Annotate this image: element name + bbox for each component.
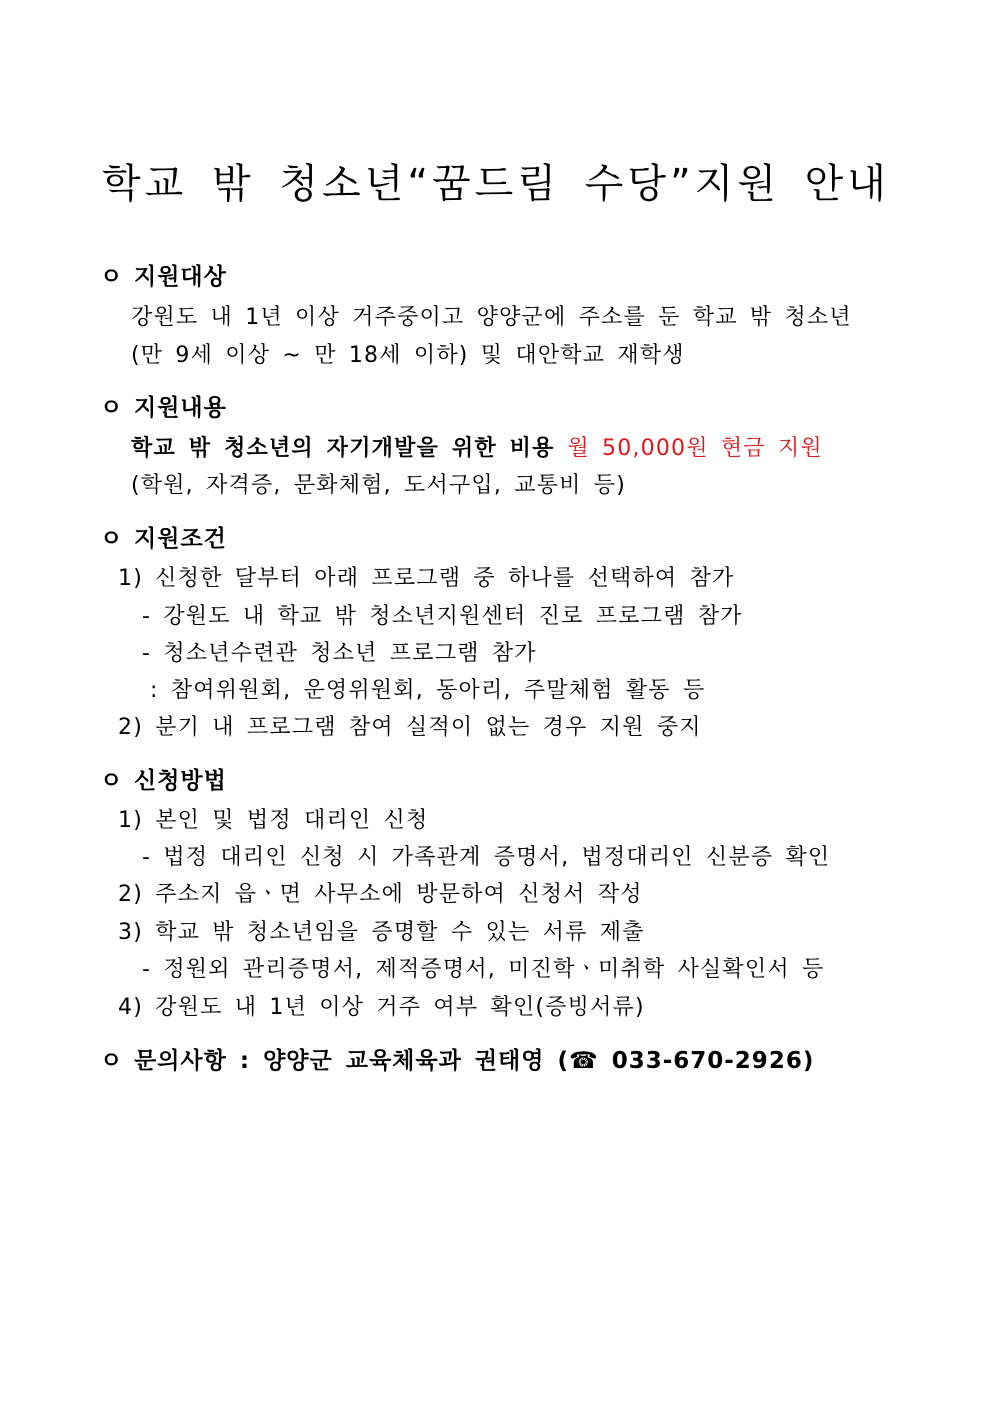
method-item-3: 3) 학교 밖 청소년임을 증명할 수 있는 서류 제출	[118, 920, 645, 945]
section-conditions-title: 지원조건	[134, 526, 227, 552]
conditions-item-1-sub-2-detail: : 참여위원회, 운영위원회, 동아리, 주말체험 활동 등	[150, 678, 706, 703]
conditions-item-1-sub-2: - 청소년수련관 청소년 프로그램 참가	[142, 641, 537, 666]
section-method-title: 신청방법	[134, 768, 227, 794]
conditions-item-1: 1) 신청한 달부터 아래 프로그램 중 하나를 선택하여 참가	[118, 566, 735, 591]
contact-phone: 033-670-2926)	[598, 1048, 815, 1074]
bullet-icon: ㅇ	[100, 768, 124, 794]
method-item-2: 2) 주소지 읍ㆍ면 사무소에 방문하여 신청서 작성	[118, 882, 643, 907]
contact-label: 문의사항 : 양양군 교육체육과 권태영 (	[134, 1048, 570, 1074]
method-item-4: 4) 강원도 내 1년 이상 거주 여부 확인(증빙서류)	[118, 995, 645, 1020]
section-method-heading	[100, 766, 227, 796]
phone-icon: ☎	[569, 1048, 599, 1074]
section-content-heading	[100, 393, 227, 423]
support-amount: 월 50,000원 현금 지원	[567, 436, 823, 461]
page-title: 학교 밖 청소년“꿈드림 수당”지원 안내	[102, 161, 890, 207]
section-target-line2: (만 9세 이상 ~ 만 18세 이하) 및 대안학교 재학생	[131, 343, 685, 368]
section-content-line2: (학원, 자격증, 문화체험, 도서구입, 교통비 등)	[131, 473, 626, 498]
bullet-icon: ㅇ	[100, 526, 124, 552]
section-content-title: 지원내용	[134, 395, 227, 421]
method-item-1: 1) 본인 및 법정 대리인 신청	[118, 808, 429, 833]
method-item-3-sub: - 정원외 관리증명서, 제적증명서, 미진학ㆍ미취학 사실확인서 등	[142, 957, 825, 982]
bullet-icon: ㅇ	[100, 395, 124, 421]
conditions-item-1-sub-1: - 강원도 내 학교 밖 청소년지원센터 진로 프로그램 참가	[142, 604, 743, 629]
method-item-1-sub: - 법정 대리인 신청 시 가족관계 증명서, 법정대리인 신분증 확인	[142, 845, 831, 870]
support-description: 학교 밖 청소년의 자기개발을 위한 비용	[131, 436, 568, 461]
section-target-line1: 강원도 내 1년 이상 거주중이고 양양군에 주소를 둔 학교 밖 청소년	[131, 305, 852, 330]
section-target-title: 지원대상	[134, 264, 227, 290]
section-contact	[100, 1046, 814, 1076]
bullet-icon: ㅇ	[100, 264, 124, 290]
section-conditions-heading	[100, 524, 227, 554]
section-content-line1	[131, 434, 823, 464]
conditions-item-2: 2) 분기 내 프로그램 참여 실적이 없는 경우 지원 중지	[118, 715, 702, 740]
bullet-icon: ㅇ	[100, 1048, 124, 1074]
section-target-heading	[100, 262, 227, 292]
